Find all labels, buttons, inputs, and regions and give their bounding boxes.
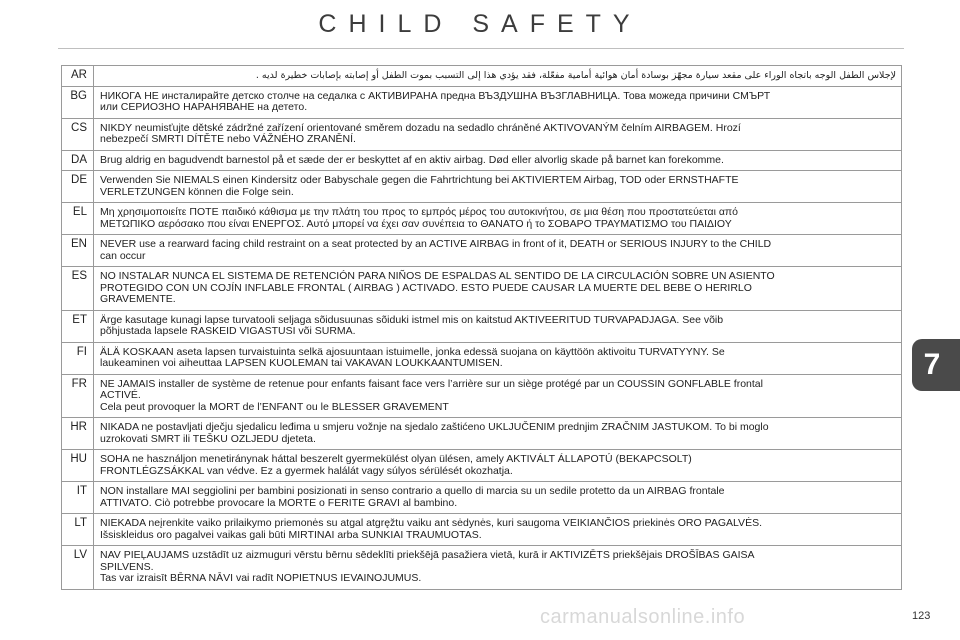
warning-text-line: PROTEGIDO CON UN COJÍN INFLABLE FRONTAL ( AIRBAG ) ACTIVADO. ESTO PUEDE CAUSAR LA MUERTE DEL BEBE O HERIRLO <box>100 281 752 294</box>
language-code: FR <box>62 374 94 418</box>
warning-row-el <box>62 203 902 235</box>
language-code: HU <box>62 450 94 482</box>
warning-text <box>94 342 902 374</box>
warning-text-line: или СЕРИОЗНО НАРАНЯВАНЕ на детето. <box>100 101 308 113</box>
warning-text <box>94 418 902 450</box>
language-code: ES <box>62 267 94 311</box>
warning-text-line: uzrokovati SMRT ili TEŠKU OZLJEDU djeteta. <box>100 432 316 445</box>
language-code: DE <box>62 171 94 203</box>
warning-text-line: Μη χρησιμοποιείτε ΠΟΤΕ παιδικό κάθισμα με την πλάτη του προς το εμπρός μέρος του αυτοκινήτου, σε μια θέση που προστατεύεται από <box>100 206 738 218</box>
warning-text-line: Tas var izraisīt BĒRNA NĀVI vai radīt NOPIETNUS IEVAINOJUMUS. <box>100 572 422 584</box>
warning-text-line: NIEKADA neįrenkite vaiko prilaikymo priemonės su atgal atgręžtu vaiku ant sėdynės, kuri saugoma VEIKIANČIOS priekinės ORO PAGALVĖS. <box>100 517 762 529</box>
warning-row-cs <box>62 118 902 150</box>
language-code: FI <box>62 342 94 374</box>
warning-text-line: ACTIVÉ. <box>100 389 141 401</box>
warning-row-fi <box>62 342 902 374</box>
warning-text-line: GRAVEMENTE. <box>100 293 176 305</box>
warning-text-line: NAV PIEĻAUJAMS uzstādīt uz aizmuguri vērstu bērnu sēdeklīti priekšējā pasažiera vietā, kurā ir AKTIVIZĒTS priekšējais DROŠĪBAS GAISA <box>100 549 755 561</box>
language-code: EL <box>62 203 94 235</box>
warning-text-line: ΜΕΤΩΠΙΚΟ αερόσακο που είναι ΕΝΕΡΓΟΣ. Αυτό μπορεί να έχει σαν συνέπεια το ΘΑΝΑΤΟ ή το ΣΟΒΑΡΟ ΤΡΑΥΜΑΤΙΣΜΟ του ΠΑΙΔΙΟΥ <box>100 217 732 230</box>
child-safety-warning-table <box>61 65 902 590</box>
language-code: BG <box>62 86 94 118</box>
warning-text <box>94 310 902 342</box>
warning-row-lt <box>62 514 902 546</box>
warning-row-hu <box>62 450 902 482</box>
warning-text-line: Ärge kasutage kunagi lapse turvatooli seljaga sõidusuunas sõiduki istmel mis on kaitstud AKTIVEERITUD TURVAPADJAGA. See võib <box>100 313 724 326</box>
warning-text-line: NO INSTALAR NUNCA EL SISTEMA DE RETENCIÓN PARA NIÑOS DE ESPALDAS AL SENTIDO DE LA CIRCULACIÓN SOBRE UN ASIENTO <box>100 270 775 282</box>
warning-row-en <box>62 235 902 267</box>
warning-text <box>94 150 902 171</box>
warning-text-line: NEVER use a rearward facing child restraint on a seat protected by an ACTIVE AIRBAG in front of it, DEATH or SERIOUS INJURY to the CHILD <box>100 238 772 250</box>
warning-text <box>94 374 902 418</box>
warning-text-line: لإجلاس الطفل الوجه باتجاه الوراء على مقعد سيارة مجهّز بوسادة أمان هوائية أمامية مفعّلة، فقد يؤدي هذا إلى التسبب بموت الطفل أو إصابته بإصابات خطيرة لديه . <box>255 70 896 81</box>
page-number: 123 <box>912 610 931 622</box>
language-code: LV <box>62 546 94 590</box>
warning-text <box>94 546 902 590</box>
warning-text <box>94 514 902 546</box>
warning-text-line: FRONTLÉGZSÁKKAL van védve. Ez a gyermek halálát vagy súlyos sérülését okozhatja. <box>100 464 513 477</box>
warning-row-lv <box>62 546 902 590</box>
warning-text-line: Verwenden Sie NIEMALS einen Kindersitz oder Babyschale gegen die Fahrtrichtung bei AKTIVIERTEM Airbag, TOD oder ERNSTHAFTE <box>100 174 739 186</box>
language-code: ET <box>62 310 94 342</box>
warning-table-body <box>62 66 902 590</box>
warning-row-hr <box>62 418 902 450</box>
language-code: HR <box>62 418 94 450</box>
warning-text-line: põhjustada lapsele RASKEID VIGASTUSI või SURMA. <box>100 325 356 337</box>
warning-row-es <box>62 267 902 311</box>
warning-text <box>94 66 902 87</box>
warning-text <box>94 482 902 514</box>
warning-text <box>94 235 902 267</box>
warning-text-line: NIKADA ne postavljati dječju sjedalicu leđima u smjeru vožnje na sjedalo zaštićeno UKLJUČENIM prednjim ZRAČNIM JASTUKOM. To bi moglo <box>100 421 769 433</box>
warning-text <box>94 267 902 311</box>
warning-text-line: ÄLÄ KOSKAAN aseta lapsen turvaistuinta selkä ajosuuntaan istuimelle, jonka edessä suojana on käyttöön aktivoitu TURVATYYNY. Se <box>100 345 725 358</box>
language-code: AR <box>62 66 94 87</box>
warning-row-et <box>62 310 902 342</box>
warning-text-line: NIKDY neumisťujte dětské zádržné zařízení orientované směrem dozadu na sedadlo chráněné AKTIVOVANÝM čelním AIRBAGEM. Hrozí <box>100 121 741 134</box>
warning-text-line: NE JAMAIS installer de système de retenue pour enfants faisant face vers l’arrière sur un siège protégé par un COUSSIN GONFLABLE frontal <box>100 377 763 390</box>
language-code: DA <box>62 150 94 171</box>
warning-text <box>94 203 902 235</box>
warning-text-line: НИКОГА НЕ инсталирайте детско столче на седалка с АКТИВИРАНА предна ВЪЗДУШНА ВЪЗГЛАВНИЦА. Това можеда причини СМЪРТ <box>100 89 771 102</box>
language-code: LT <box>62 514 94 546</box>
warning-text-line: VERLETZUNGEN können die Folge sein. <box>100 185 294 198</box>
watermark: carmanualsonline.info <box>540 606 746 628</box>
language-code: CS <box>62 118 94 150</box>
warning-text-line: Išsiskleidus oro pagalvei vaikas gali būti MIRTINAI arba SUNKIAI TRAUMUOTAS. <box>100 528 482 541</box>
warning-row-fr <box>62 374 902 418</box>
warning-text <box>94 118 902 150</box>
warning-text-line: Cela peut provoquer la MORT de l’ENFANT ou le BLESSER GRAVEMENT <box>100 400 449 413</box>
warning-row-da <box>62 150 902 171</box>
warning-row-it <box>62 482 902 514</box>
warning-text-line: NON installare MAI seggiolini per bambini posizionati in senso contrario a quello di marcia su un sedile protetto da un AIRBAG frontale <box>100 485 725 497</box>
warning-text-line: can occur <box>100 249 146 262</box>
language-code: EN <box>62 235 94 267</box>
warning-text-line: nebezpečí SMRTI DÍTĚTE nebo VÁŽNÉHO ZRANĚNÍ. <box>100 133 356 145</box>
chapter-tab: 7 <box>912 339 960 391</box>
warning-row-ar <box>62 66 902 87</box>
warning-text <box>94 86 902 118</box>
warning-text-line: laukeaminen voi aiheuttaa LAPSEN KUOLEMAN tai VAKAVAN LOUKKAANTUMISEN. <box>100 357 503 369</box>
warning-row-de <box>62 171 902 203</box>
warning-text-line: SPILVENS. <box>100 560 154 573</box>
warning-text <box>94 171 902 203</box>
title-divider <box>58 48 904 49</box>
page-title: CHILD SAFETY <box>318 10 642 38</box>
warning-row-bg <box>62 86 902 118</box>
warning-text <box>94 450 902 482</box>
language-code: IT <box>62 482 94 514</box>
warning-text-line: SOHA ne használjon menetiránynak háttal beszerelt gyermekülést olyan ülésen, amely AKTIVÁLT ÁLLAPOTÚ (BEKAPCSOLT) <box>100 453 692 465</box>
warning-text-line: Brug aldrig en bagudvendt barnestol på et sæde der er beskyttet af en aktiv airbag. Død eller alvorlig skade på barnet kan forekomme. <box>100 153 724 166</box>
warning-text-line: ATTIVATO. Ciò potrebbe provocare la MORTE o FERITE GRAVI al bambino. <box>100 496 458 509</box>
